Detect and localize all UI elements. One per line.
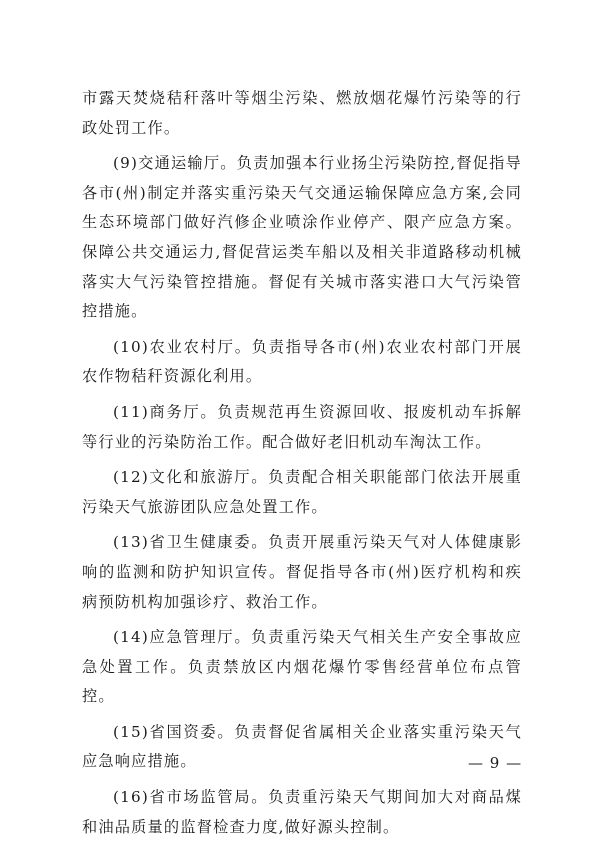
paragraph-continuation: 市露天焚烧秸秆落叶等烟尘污染、燃放烟花爆竹污染等的行政处罚工作。 [82,89,522,137]
paragraph-transport-department: (9)交通运输厅。负责加强本行业扬尘污染防控,督促指导各市(州)制定并落实重污染天气交通运输保障应急方案,会同生态环境部门做好汽修企业喷涂作业停产、限产应急方案。保障公共交通运力,督促营运类车船以及相关非道路移动机械落实大气污染管控措施。督促有关城市落实港口大气污染管控措施。 [82,154,522,321]
page-number: — 9 — [468,754,523,772]
document-body [82,84,522,842]
paragraph-state-assets-commission: (15)省国资委。负责督促省属相关企业落实重污染天气应急响应措施。 [82,722,522,771]
paragraph-commerce-department: (11)商务厅。负责规范再生资源回收、报废机动车拆解等行业的污染防治工作。配合做好老旧机动车淘汰工作。 [82,402,522,451]
paragraph-market-supervision: (16)省市场监管局。负责重污染天气期间加大对商品煤和油品质量的监督检查力度,做好源头控制。 [82,788,522,836]
paragraph-agriculture-department: (10)农业农村厅。负责指导各市(州)农业农村部门开展农作物秸秆资源化利用。 [82,337,522,386]
paragraph-culture-tourism-department: (12)文化和旅游厅。负责配合相关职能部门依法开展重污染天气旅游团队应急处置工作。 [82,468,522,516]
paragraph-emergency-management: (14)应急管理厅。负责重污染天气相关生产安全事故应急处置工作。负责禁放区内烟花爆竹零售经营单位布点管控。 [82,628,522,706]
paragraph-health-commission: (13)省卫生健康委。负责开展重污染天气对人体健康影响的监测和防护知识宣传。督促指导各市(州)医疗机构和疾病预防机构加强诊疗、救治工作。 [82,533,522,611]
